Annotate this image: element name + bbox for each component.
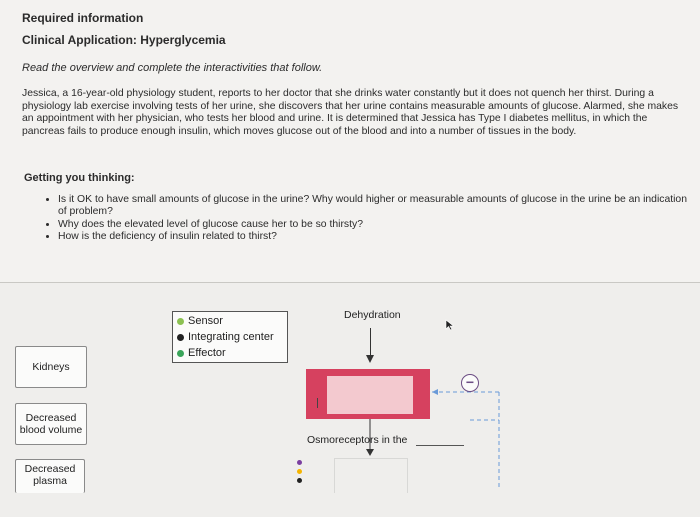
legend-label: Sensor (188, 315, 223, 327)
arrow-down-icon (366, 449, 374, 456)
drag-label-text: Kidneys (32, 361, 70, 373)
stimulus-label: Dehydration (344, 309, 401, 321)
arrow-left-icon (432, 389, 438, 395)
empty-drop-zone[interactable] (334, 458, 408, 493)
mouse-cursor-icon (445, 319, 455, 331)
legend-label: Effector (188, 347, 226, 359)
drag-label-text: Decreased (25, 412, 77, 424)
case-title: Clinical Application: Hyperglycemia (22, 33, 226, 47)
instructions-text: Read the overview and complete the interactivities that follow. (22, 62, 323, 74)
negative-feedback-icon: − (461, 374, 479, 392)
receptor-blank-drop-zone[interactable] (416, 445, 464, 446)
question-item: • Why does the elevated level of glucose cause her to be so thirsty? (58, 219, 688, 231)
question-item: • Is it OK to have small amounts of glucose in the urine? Why would higher or measurable amounts of glucose in the urine be an indication of problem? (58, 194, 688, 218)
overview-paragraph: Jessica, a 16-year-old physiology student, reports to her doctor that she drinks water constantly but it does not quench her thirst. During a physiology lab exercise involving tests of her urine, she discovers that her urine contains measurable amounts of glucose. Alarmed, she makes an appointment with her physician, who tests her blood and urine. It is determined that Jessica has Type I diabetes mellitus, in which the pancreas fails to produce enough insulin, which moves glucose out of the blood and into a number of tissues in the body. (22, 88, 679, 137)
drag-label-text: plasma (33, 475, 67, 487)
status-dots-icon (297, 460, 302, 487)
drag-label-text: Decreased (24, 463, 76, 475)
required-info-heading: Required information (22, 11, 144, 25)
question-item: • How is the deficiency of insulin related to thirst? (58, 231, 688, 243)
drag-label-text: blood volume (19, 424, 83, 436)
legend-label: Integrating center (188, 331, 274, 343)
receptor-label: Osmoreceptors in the (307, 434, 408, 446)
thinking-heading: Getting you thinking: (24, 172, 135, 184)
